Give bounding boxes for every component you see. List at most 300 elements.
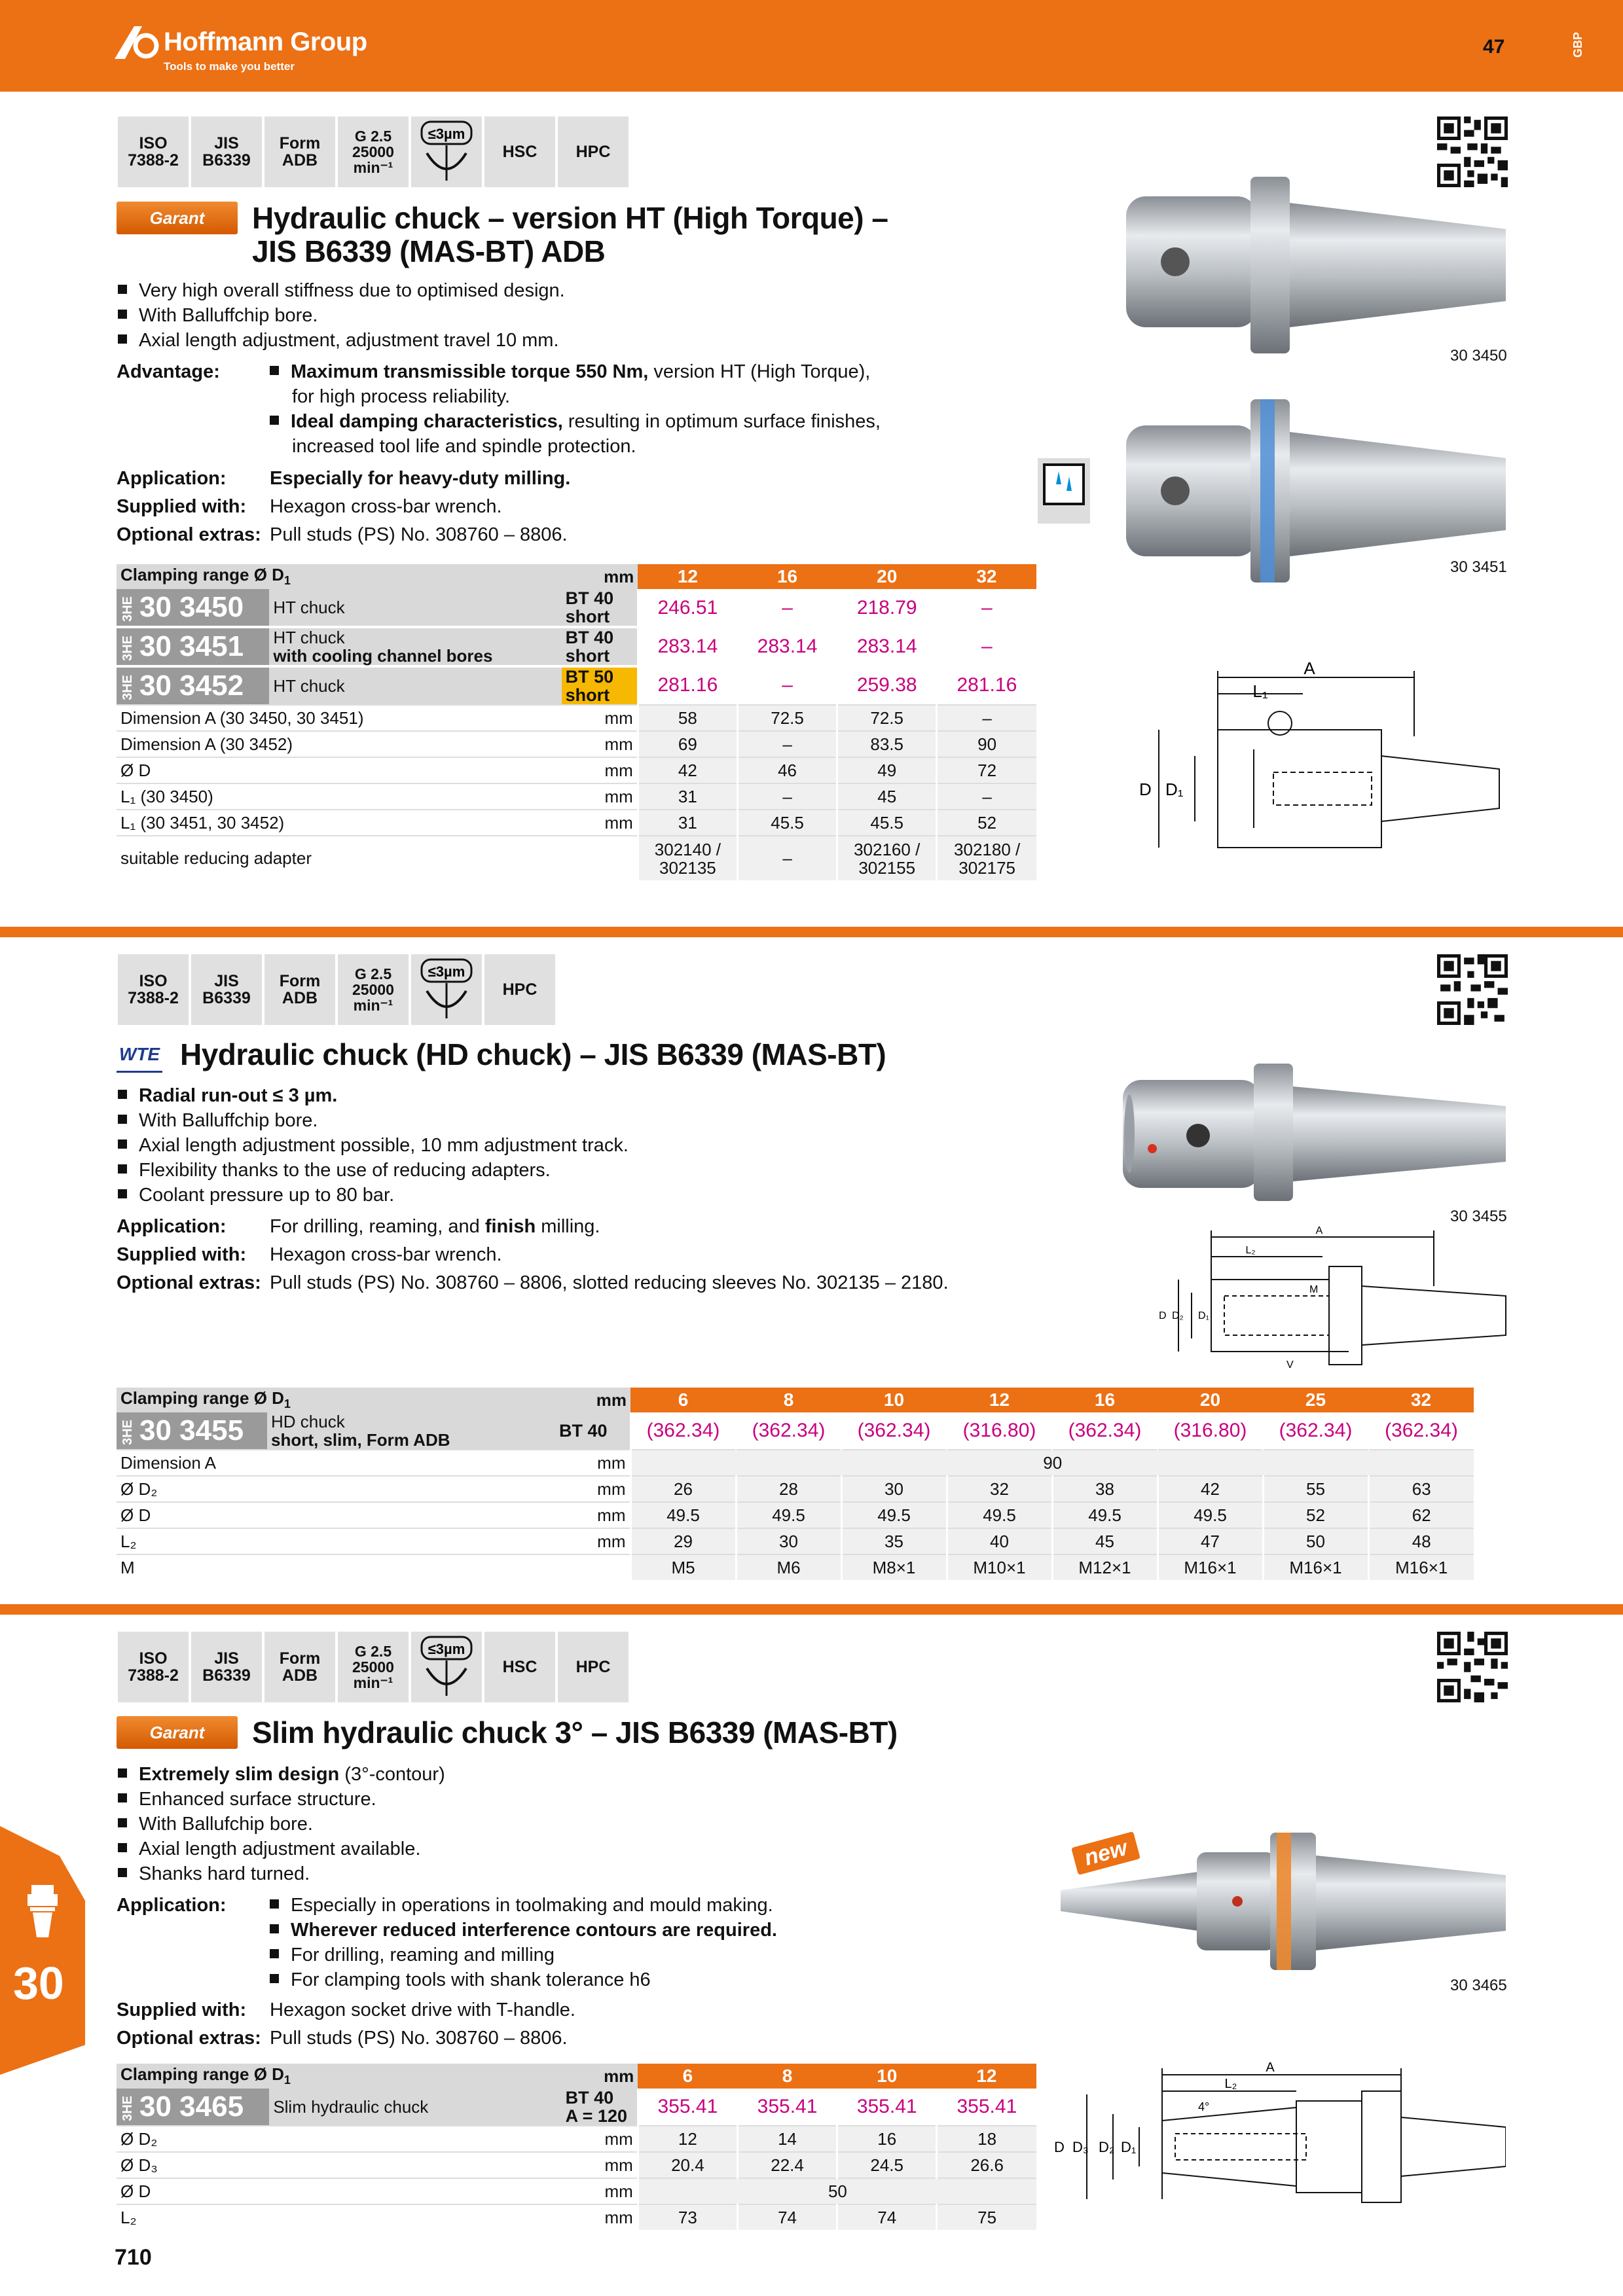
col-header: 8 (736, 1388, 841, 1412)
dim-value: 48 (1368, 1528, 1474, 1554)
product-desc: HD chuck short, slim, Form ADB (267, 1412, 555, 1450)
chapter-tab (0, 1826, 85, 2075)
price: (362.34) (1052, 1412, 1158, 1450)
dimension-row (117, 731, 1036, 757)
dim-value: 74 (837, 2204, 937, 2230)
feature-item: Flexibility thanks to the use of reducing adapters. (118, 1158, 629, 1183)
svg-text:D₃: D₃ (1072, 2139, 1089, 2155)
supplied-label: Supplied with: (117, 496, 247, 517)
dim-value: 46 (737, 757, 837, 783)
price: – (737, 666, 837, 705)
dim-value: – (937, 705, 1036, 731)
supplied-label: Supplied with: (117, 2000, 247, 2020)
dim-value: 14 (737, 2126, 837, 2152)
price: 283.14 (837, 627, 937, 666)
feature-item: Very high overall stiffness due to optimised design. (118, 278, 565, 303)
col-header: 10 (837, 2064, 937, 2089)
advantage-item-cont: increased tool life and spindle protection. (292, 436, 636, 457)
dim-label: L₁ (30 3450) (117, 783, 562, 810)
application-item: Wherever reduced interference contours are required. (270, 1918, 777, 1943)
adapter-value: 302160 / 302155 (837, 836, 937, 880)
dim-value: 49.5 (1052, 1502, 1158, 1528)
badge-hsc: HSC (484, 1632, 555, 1702)
price: 355.41 (837, 2089, 937, 2126)
advantage-item-cont: for high process reliability. (292, 386, 511, 407)
dim-value: M5 (630, 1554, 736, 1580)
price: (362.34) (630, 1412, 736, 1450)
col-header: 25 (1263, 1388, 1368, 1412)
dim-unit: mm (562, 2178, 638, 2204)
svg-text:D₂: D₂ (1172, 1310, 1184, 1321)
feature-item: Axial length adjustment possible, 10 mm adjustment track. (118, 1133, 629, 1158)
feature-item: Shanks hard turned. (118, 1861, 445, 1886)
dim-value: 26.6 (937, 2152, 1036, 2178)
dim-unit: mm (562, 731, 638, 757)
dim-value: 29 (630, 1528, 736, 1554)
dim-label: Ø D (117, 1502, 555, 1528)
table-303465 (117, 2064, 1036, 2230)
dimension-drawing-2 (1152, 1221, 1519, 1371)
shank-type: BT 50 short (562, 666, 638, 705)
unit: mm (562, 564, 638, 589)
spec-badges (118, 117, 629, 187)
col-header: 32 (1368, 1388, 1474, 1412)
dim-label: Dimension A (117, 1450, 555, 1476)
dimension-row (117, 1502, 1474, 1528)
dim-unit: mm (555, 1502, 630, 1528)
price: 355.41 (737, 2089, 837, 2126)
dim-value: 31 (638, 783, 737, 810)
application-label: Application: (117, 468, 227, 489)
feature-item: Radial run-out ≤ 3 µm. (118, 1083, 629, 1108)
application-item: For clamping tools with shank tolerance h6 (270, 1967, 777, 1992)
section-divider (0, 927, 1623, 937)
dim-value: 62 (1368, 1502, 1474, 1528)
optional-label: Optional extras: (117, 2028, 261, 2049)
product-desc: HT chuck (269, 666, 561, 705)
image-label: 30 3450 (1450, 347, 1507, 365)
dimension-row (117, 757, 1036, 783)
dim-value: 50 (1263, 1528, 1368, 1554)
advantage-item: Ideal damping characteristics, resulting in optimum surface finishes, (270, 409, 881, 434)
qr-code-icon[interactable] (1437, 1632, 1508, 1702)
price: 259.38 (837, 666, 937, 705)
svg-text:V: V (1286, 1359, 1294, 1371)
dim-value: 72.5 (737, 705, 837, 731)
dim-value: 30 (736, 1528, 841, 1554)
price: – (937, 589, 1036, 627)
dimension-drawing-1 (1113, 658, 1506, 854)
svg-text:≤3µm: ≤3µm (428, 1641, 465, 1657)
svg-text:D₁: D₁ (1165, 780, 1184, 799)
article-number[interactable]: 3HE 30 3452 (117, 666, 269, 705)
dim-value: 69 (638, 731, 737, 757)
price: (316.80) (947, 1412, 1052, 1450)
badge-hpc: HPC (558, 1632, 629, 1702)
dim-value: 52 (937, 810, 1036, 836)
feature-item: Enhanced surface structure. (118, 1787, 445, 1812)
dim-value: 58 (638, 705, 737, 731)
dim-label: Ø D (117, 2178, 562, 2204)
dim-value: 49.5 (841, 1502, 947, 1528)
dim-value: 72 (937, 757, 1036, 783)
dim-value: 49.5 (630, 1502, 736, 1528)
dim-value: 38 (1052, 1476, 1158, 1502)
table-row[interactable] (117, 666, 1036, 705)
dimension-drawing-3 (1048, 2055, 1506, 2212)
price: 281.16 (638, 666, 737, 705)
svg-text:D₂: D₂ (1099, 2139, 1115, 2155)
dim-value: – (937, 783, 1036, 810)
runout-icon (414, 957, 479, 1022)
dim-value: – (737, 783, 837, 810)
svg-text:≤3µm: ≤3µm (428, 126, 465, 142)
dim-label: L₁ (30 3451, 30 3452) (117, 810, 562, 836)
coolant-icon (1038, 458, 1090, 524)
dim-unit: mm (562, 2152, 638, 2178)
dim-value: 73 (638, 2204, 737, 2230)
price: 355.41 (937, 2089, 1036, 2126)
col-header: 20 (837, 564, 937, 589)
dim-value: 40 (947, 1528, 1052, 1554)
feature-item: With Balluffchip bore. (118, 1108, 629, 1133)
dim-label: M (117, 1554, 555, 1580)
col-header: 16 (737, 564, 837, 589)
svg-text:A: A (1304, 658, 1315, 678)
price: – (937, 627, 1036, 666)
optional-text: Pull studs (PS) No. 308760 – 8806, slotted reducing sleeves No. 302135 – 2180. (270, 1272, 949, 1293)
dim-value: 35 (841, 1528, 947, 1554)
runout-icon (414, 1634, 479, 1700)
dimension-row (117, 810, 1036, 836)
supplied-label: Supplied with: (117, 1244, 247, 1265)
product-image-303455 (1113, 1054, 1506, 1211)
svg-text:L₂: L₂ (1245, 1245, 1256, 1256)
badge-balance: G 2.5 25000 min⁻¹ (338, 117, 409, 187)
dim-value: M12×1 (1052, 1554, 1158, 1580)
section1-title-line1: Hydraulic chuck – version HT (High Torque) – (252, 201, 888, 235)
language-code: GBP (1571, 31, 1584, 58)
price: (362.34) (1263, 1412, 1368, 1450)
adapter-value: – (737, 836, 837, 880)
badge-form: Form ADB (264, 954, 335, 1025)
brand-name: Hoffmann Group (164, 27, 367, 56)
svg-text:≤3µm: ≤3µm (428, 963, 465, 980)
product-image-303450 (1113, 157, 1506, 373)
dim-label: Ø D₂ (117, 1476, 555, 1502)
col-header: 12 (937, 2064, 1036, 2089)
feature-item: Axial length adjustment available. (118, 1837, 445, 1861)
dimension-row (117, 783, 1036, 810)
spec-badges (118, 1632, 629, 1702)
shank-type: BT 40 A = 120 (562, 2089, 638, 2126)
dimension-row (117, 2204, 1036, 2230)
page-number: 710 (115, 2245, 152, 2270)
image-label: 30 3451 (1450, 558, 1507, 576)
top-page-number: 47 (1483, 36, 1505, 58)
dim-value: 83.5 (837, 731, 937, 757)
svg-text:A: A (1315, 1225, 1323, 1236)
dim-value: 31 (638, 810, 737, 836)
dim-unit: mm (562, 783, 638, 810)
dim-value: 26 (630, 1476, 736, 1502)
price: 281.16 (937, 666, 1036, 705)
price: (362.34) (841, 1412, 947, 1450)
shank-type: BT 40 (555, 1412, 630, 1450)
svg-text:D: D (1139, 780, 1152, 799)
dim-value: M16×1 (1158, 1554, 1263, 1580)
product-desc: HT chuck with cooling channel bores (269, 627, 561, 666)
feature-item: Extremely slim design (3°-contour) (118, 1762, 445, 1787)
application-item: Especially in operations in toolmaking and mould making. (270, 1893, 777, 1918)
wte-logo: WTE (117, 1038, 162, 1073)
section-divider (0, 1604, 1623, 1615)
adapter-value: 302180 / 302175 (937, 836, 1036, 880)
brand-tagline: Tools to make you better (164, 60, 295, 73)
article-number[interactable]: 3HE 30 3465 (117, 2089, 269, 2126)
col-header: 32 (937, 564, 1036, 589)
unit: mm (562, 2064, 638, 2089)
application-item: For drilling, reaming and milling (270, 1943, 777, 1967)
dimension-row (117, 1554, 1474, 1580)
dim-label: Ø D (117, 757, 562, 783)
dim-unit: mm (555, 1528, 630, 1554)
price: (362.34) (1368, 1412, 1474, 1450)
dim-label: L₂ (117, 2204, 562, 2230)
badge-runout (411, 954, 482, 1025)
dim-unit (555, 1554, 630, 1580)
col-header: 6 (630, 1388, 736, 1412)
dimension-row (117, 1476, 1474, 1502)
feature-item: Coolant pressure up to 80 bar. (118, 1183, 629, 1208)
shank-type: BT 40 short (562, 589, 638, 627)
dimension-row (117, 2178, 1036, 2204)
price: 355.41 (638, 2089, 737, 2126)
section3-title: Slim hydraulic chuck 3° – JIS B6339 (MAS-BT) (252, 1715, 898, 1749)
col-header: 20 (1158, 1388, 1263, 1412)
table-header-row (117, 564, 1036, 589)
table-row[interactable] (117, 2089, 1036, 2126)
dim-value: M10×1 (947, 1554, 1052, 1580)
badge-runout (411, 1632, 482, 1702)
dim-value: 55 (1263, 1476, 1368, 1502)
col-header: 12 (638, 564, 737, 589)
svg-text:D₁: D₁ (1121, 2139, 1137, 2155)
table-header-row (117, 2064, 1036, 2089)
dim-label: Ø D₃ (117, 2152, 562, 2178)
dimension-row (117, 705, 1036, 731)
section1-title-line2: JIS B6339 (MAS-BT) ADB (252, 234, 606, 268)
product-desc: HT chuck (269, 589, 561, 627)
clamping-label: Clamping range Ø $D_1$ (117, 2064, 562, 2089)
supplied-text: Hexagon cross-bar wrench. (270, 1244, 502, 1265)
badge-jis: JIS B6339 (191, 117, 262, 187)
garant-logo: Garant (117, 202, 238, 234)
image-label: 30 3465 (1450, 1977, 1507, 1994)
application-label: Application: (117, 1216, 227, 1237)
dim-value: 49.5 (947, 1502, 1052, 1528)
dim-value: 49 (837, 757, 937, 783)
dim-unit: mm (562, 2204, 638, 2230)
price: (362.34) (736, 1412, 841, 1450)
garant-logo: Garant (117, 1716, 238, 1749)
dim-value: 42 (1158, 1476, 1263, 1502)
dim-value: 42 (638, 757, 737, 783)
svg-text:D: D (1159, 1310, 1167, 1321)
dim-value: 12 (638, 2126, 737, 2152)
dim-value: 49.5 (1158, 1502, 1263, 1528)
dim-value: 52 (1263, 1502, 1368, 1528)
article-number[interactable]: 3HE 30 3451 (117, 627, 269, 666)
dim-value: 22.4 (737, 2152, 837, 2178)
image-label: 30 3455 (1450, 1208, 1507, 1225)
badge-balance: G 2.5 25000 min⁻¹ (338, 1632, 409, 1702)
badge-iso: ISO 7388-2 (118, 117, 189, 187)
price: (316.80) (1158, 1412, 1263, 1450)
dim-value: 50 (638, 2178, 1036, 2204)
svg-text:4°: 4° (1198, 2100, 1210, 2113)
dim-value: 24.5 (837, 2152, 937, 2178)
dim-value: 30 (841, 1476, 947, 1502)
article-number[interactable]: 3HE 30 3450 (117, 589, 269, 627)
unit: mm (555, 1388, 630, 1412)
supplied-text: Hexagon socket drive with T-handle. (270, 2000, 575, 2020)
dim-unit: mm (562, 757, 638, 783)
price: – (737, 589, 837, 627)
optional-label: Optional extras: (117, 524, 261, 545)
svg-text:L₁: L₁ (1252, 681, 1268, 701)
hoffmann-logo-icon (115, 26, 160, 60)
article-number[interactable]: 3HE 30 3455 (117, 1412, 267, 1450)
dim-unit: mm (562, 705, 638, 731)
svg-text:M: M (1309, 1284, 1319, 1295)
col-header: 16 (1052, 1388, 1158, 1412)
dim-value: – (737, 731, 837, 757)
badge-balance: G 2.5 25000 min⁻¹ (338, 954, 409, 1025)
badge-iso: ISO 7388-2 (118, 1632, 189, 1702)
table-303455 (117, 1388, 1474, 1580)
badge-hsc: HSC (484, 117, 555, 187)
badge-hpc: HPC (484, 954, 555, 1025)
section3-features (118, 1762, 445, 1886)
dim-unit: mm (555, 1476, 630, 1502)
dim-value: 49.5 (736, 1502, 841, 1528)
supplied-text: Hexagon cross-bar wrench. (270, 496, 502, 517)
badge-form: Form ADB (264, 1632, 335, 1702)
price: 283.14 (737, 627, 837, 666)
product-image-303451 (1113, 393, 1506, 609)
svg-text:A: A (1266, 2060, 1275, 2075)
dim-value: 18 (937, 2126, 1036, 2152)
dim-unit: mm (562, 810, 638, 836)
runout-icon (414, 119, 479, 185)
badge-hpc: HPC (558, 117, 629, 187)
adapter-label: suitable reducing adapter (117, 836, 638, 880)
svg-text:D: D (1054, 2139, 1065, 2155)
svg-text:L₂: L₂ (1224, 2077, 1237, 2091)
dim-value: 45.5 (737, 810, 837, 836)
dim-value: 32 (947, 1476, 1052, 1502)
dim-value: 45 (837, 783, 937, 810)
spec-badges (118, 954, 555, 1025)
table-row[interactable] (117, 627, 1036, 666)
table-header-row (117, 1388, 1474, 1412)
shank-type: BT 40 short (562, 627, 638, 666)
qr-code-icon[interactable] (1437, 954, 1508, 1025)
feature-item: Axial length adjustment, adjustment travel 10 mm. (118, 328, 565, 353)
svg-text:D₁: D₁ (1198, 1310, 1209, 1321)
dim-value: 90 (630, 1450, 1474, 1476)
section1-features (118, 278, 565, 353)
col-header: 10 (841, 1388, 947, 1412)
dim-value: 72.5 (837, 705, 937, 731)
dim-label: Ø D₂ (117, 2126, 562, 2152)
badge-runout (411, 117, 482, 187)
dim-value: 16 (837, 2126, 937, 2152)
advantage-item: Maximum transmissible torque 550 Nm, version HT (High Torque), (270, 359, 881, 384)
advantage-list (270, 359, 881, 459)
optional-text: Pull studs (PS) No. 308760 – 8806. (270, 2028, 568, 2049)
price: 246.51 (638, 589, 737, 627)
application-text: Especially for heavy-duty milling. (270, 468, 571, 489)
feature-item: With Balluffchip bore. (118, 303, 565, 328)
new-badge: new (1071, 1831, 1140, 1875)
dim-value: 20.4 (638, 2152, 737, 2178)
application-label: Application: (117, 1895, 227, 1916)
section2-features (118, 1083, 629, 1208)
dim-value: 28 (736, 1476, 841, 1502)
application-list (270, 1893, 777, 1992)
dimension-row (117, 2152, 1036, 2178)
dim-label: Dimension A (30 3450, 30 3451) (117, 705, 562, 731)
dim-value: 45 (1052, 1528, 1158, 1554)
advantage-label: Advantage: (117, 361, 220, 382)
adapter-value: 302140 / 302135 (638, 836, 737, 880)
badge-jis: JIS B6339 (191, 1632, 262, 1702)
product-desc: Slim hydraulic chuck (269, 2089, 561, 2126)
table-row[interactable] (117, 589, 1036, 627)
dim-label: L₂ (117, 1528, 555, 1554)
clamping-label: Clamping range Ø $D_1$ (117, 1388, 555, 1412)
section1-title (252, 202, 888, 268)
adapter-row (117, 836, 1036, 880)
dim-value: 90 (937, 731, 1036, 757)
table-303450 (117, 564, 1036, 880)
dim-value: M16×1 (1368, 1554, 1474, 1580)
optional-text: Pull studs (PS) No. 308760 – 8806. (270, 524, 568, 545)
chuck-icon (25, 1885, 60, 1937)
dim-unit: mm (555, 1450, 630, 1476)
col-header: 12 (947, 1388, 1052, 1412)
dim-value: 63 (1368, 1476, 1474, 1502)
dim-value: 47 (1158, 1528, 1263, 1554)
dimension-row (117, 1450, 1474, 1476)
chapter-number: 30 (13, 1958, 64, 2009)
dim-value: 45.5 (837, 810, 937, 836)
application-text: For drilling, reaming, and finish milling. (270, 1216, 600, 1237)
table-row[interactable] (117, 1412, 1474, 1450)
badge-iso: ISO 7388-2 (118, 954, 189, 1025)
feature-item: With Ballufchip bore. (118, 1812, 445, 1837)
price: 218.79 (837, 589, 937, 627)
dimension-row (117, 1528, 1474, 1554)
dim-label: Dimension A (30 3452) (117, 731, 562, 757)
price: 283.14 (638, 627, 737, 666)
dim-value: M16×1 (1263, 1554, 1368, 1580)
dim-value: 74 (737, 2204, 837, 2230)
dim-value: 75 (937, 2204, 1036, 2230)
dimension-row (117, 2126, 1036, 2152)
